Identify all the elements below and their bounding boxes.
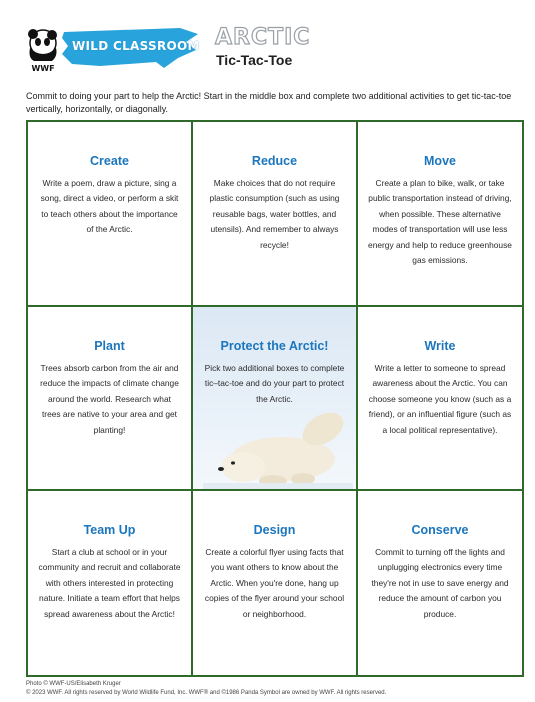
wwf-wordmark: WWF <box>31 64 55 72</box>
cell-body: Commit to turning off the lights and unplugging electronics every time they're not in use to save energy and reduce the amount of carbon you produce. <box>371 547 509 619</box>
cell-body: Write a letter to someone to spread awareness about the Arctic. You can choose someone you know (such as a friend), or an influential figure (such as a local political representative). <box>368 363 512 435</box>
cell-body: Make choices that do not require plastic consumption (such as using reusable bags, water bottles, and utensils). And remember to always recycle! <box>209 178 340 250</box>
cell-title: Create <box>90 154 129 168</box>
tic-tac-toe-grid <box>26 120 524 677</box>
intro-text: Commit to doing your part to help the Arctic! Start in the middle box and complete two additional activities to get tic-tac-toe vertically, horizontally, or diagonally. <box>26 91 512 114</box>
page-title: ARCTIC <box>215 25 311 50</box>
cell-title: Conserve <box>411 523 469 537</box>
cell-body: Create a plan to bike, walk, or take public transportation instead of driving, when possible. These alternative modes of transportation will use less energy and help to reduce greenhouse gas emissions. <box>368 178 512 266</box>
cell-protect-the-arctic <box>193 307 358 491</box>
cell-title: Design <box>253 523 296 537</box>
cell-title: Team Up <box>83 523 136 537</box>
cell-body: Trees absorb carbon from the air and reduce the impacts of climate change around the world. Research what trees are native to your area and get planting! <box>40 363 179 435</box>
cell-body: Start a club at school or in your community and recruit and collaborate with others interested in protecting nature. Initiate a team effort that helps spread awareness about the Arctic! <box>38 547 181 619</box>
cell-body: Write a poem, draw a picture, sing a song, direct a video, or perform a skit to teach others about the importance of the Arctic. <box>40 178 179 235</box>
cell-move <box>358 122 522 307</box>
cell-title: Reduce <box>251 154 298 168</box>
cell-title: Write <box>424 339 456 353</box>
cell-body: Create a colorful flyer using facts that you want others to know about the Arctic. When you're done, hang up copies of the flyer around your school or neighborhood. <box>204 547 345 619</box>
cell-title: Plant <box>94 339 125 353</box>
cell-body: Pick two additional boxes to complete tic–tac-toe and do your part to protect the Arctic. <box>204 363 345 404</box>
copyright-notice: © 2023 WWF. All rights reserved by World Wildlife Fund, Inc. WWF® and ©1986 Panda Symbol are owned by WWF. All rights reserved. <box>26 689 387 696</box>
page-subtitle: Tic-Tac-Toe <box>216 52 293 68</box>
footer <box>26 680 386 697</box>
cell-write <box>358 307 522 491</box>
cell-title: Move <box>424 154 456 168</box>
cell-conserve <box>358 491 522 675</box>
cell-plant <box>28 307 193 491</box>
wwf-panda-logo <box>26 28 60 72</box>
cell-design <box>193 491 358 675</box>
cell-team-up <box>28 491 193 675</box>
cell-reduce <box>193 122 358 307</box>
cell-title: Protect the Arctic! <box>220 339 329 353</box>
wild-classroom-label: WILD CLASSROOM <box>72 39 200 53</box>
cell-create <box>28 122 193 307</box>
photo-credit: Photo © WWF-US/Elisabeth Kruger <box>26 681 121 687</box>
polar-bear-photo <box>203 389 353 489</box>
